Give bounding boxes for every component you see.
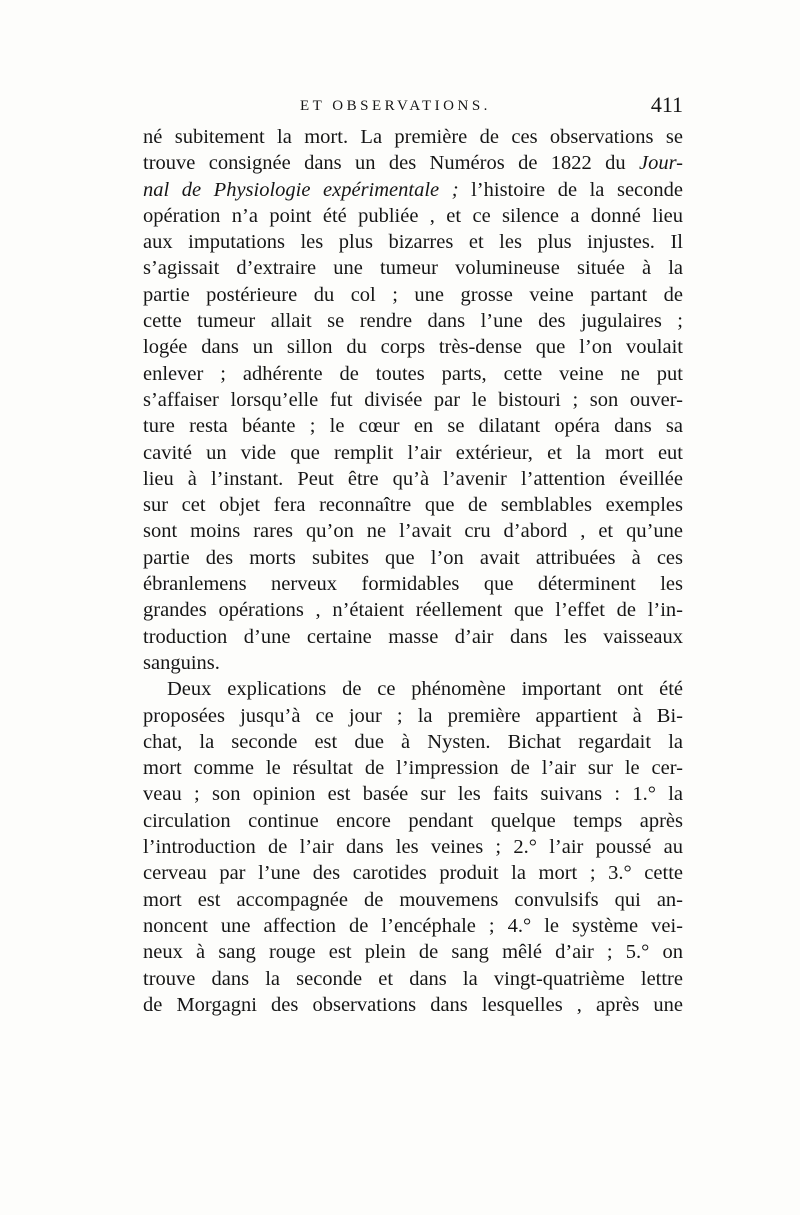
text-line: neux à sang rouge est plein de sang mêlé d’air ; 5.° on	[143, 941, 683, 964]
text-line: trouve dans la seconde et dans la vingt-quatrième lettre	[143, 967, 683, 990]
text-line: grandes opérations , n’étaient réellement que l’effet de l’in-	[143, 599, 683, 622]
running-title: ET OBSERVATIONS.	[300, 98, 491, 114]
paragraph-2	[143, 676, 683, 1018]
text-line: né subitement la mort. La première de ces observations se	[143, 126, 683, 148]
line-segment: l’histoire de la seconde	[458, 178, 683, 201]
text-line: partie postérieure du col ; une grosse veine partant de	[143, 283, 683, 306]
body-text	[143, 124, 683, 1018]
text-line: cavité un vide que remplit l’air extérieur, et la mort eut	[143, 441, 683, 464]
line-segment-italic: nal de Physiologie expérimentale ;	[143, 178, 459, 201]
text-line: aux imputations les plus bizarres et les plus injustes. Il	[143, 231, 683, 254]
text-line: troduction d’une certaine masse d’air dans les vaisseaux	[143, 625, 683, 648]
text-line: sur cet objet fera reconnaître que de semblables exemples	[143, 494, 683, 517]
text-line: noncent une affection de l’encéphale ; 4.° le système vei-	[143, 914, 683, 937]
text-line: s’affaiser lorsqu’elle fut divisée par le bistouri ; son ouver-	[143, 388, 683, 411]
text-line: sanguins.	[143, 651, 220, 674]
text-line: de Morgagni des observations dans lesquelles , après une	[143, 993, 683, 1016]
text-line	[143, 177, 683, 203]
text-line: proposées jusqu’à ce jour ; la première appartient à Bi-	[143, 704, 683, 727]
page-number: 411	[650, 92, 683, 117]
text-line	[143, 150, 683, 176]
text-line: Deux explications de ce phénomène important ont été	[167, 678, 683, 701]
paragraph-1	[143, 124, 683, 676]
text-line: opération n’a point été publiée , et ce silence a donné lieu	[143, 204, 683, 227]
text-line: partie des morts subites que l’on avait attribuées à ces	[143, 546, 683, 569]
text-line: cette tumeur allait se rendre dans l’une des jugulaires ;	[143, 310, 683, 333]
text-line: l’introduction de l’air dans les veines ; 2.° l’air poussé au	[143, 836, 683, 859]
text-line: lieu à l’instant. Peut être qu’à l’avenir l’attention éveillée	[143, 467, 683, 490]
text-line: enlever ; adhérente de toutes parts, cette veine ne put	[143, 362, 683, 385]
text-line: mort est accompagnée de mouvemens convulsifs qui an-	[143, 888, 683, 911]
text-line: sont moins rares qu’on ne l’avait cru d’abord , et qu’une	[143, 520, 683, 543]
text-line: chat, la seconde est due à Nysten. Bichat regardait la	[143, 730, 683, 753]
text-line: logée dans un sillon du corps très-dense que l’on voulait	[143, 336, 683, 359]
text-line: ébranlemens nerveux formidables que déterminent les	[143, 573, 683, 596]
text-line: s’agissait d’extraire une tumeur volumineuse située à la	[143, 257, 683, 280]
text-line: cerveau par l’une des carotides produit la mort ; 3.° cette	[143, 862, 683, 885]
line-segment: trouve consignée dans un des Numéros de 1822 du	[143, 152, 639, 175]
text-line: circulation continue encore pendant quelque temps après	[143, 809, 683, 832]
text-line: veau ; son opinion est basée sur les faits suivans : 1.° la	[143, 783, 683, 806]
line-segment-italic: Jour-	[639, 152, 683, 175]
text-line: ture resta béante ; le cœur en se dilatant opéra dans sa	[143, 415, 683, 438]
text-line: mort comme le résultat de l’impression de l’air sur le cer-	[143, 757, 683, 780]
running-head	[143, 92, 683, 122]
